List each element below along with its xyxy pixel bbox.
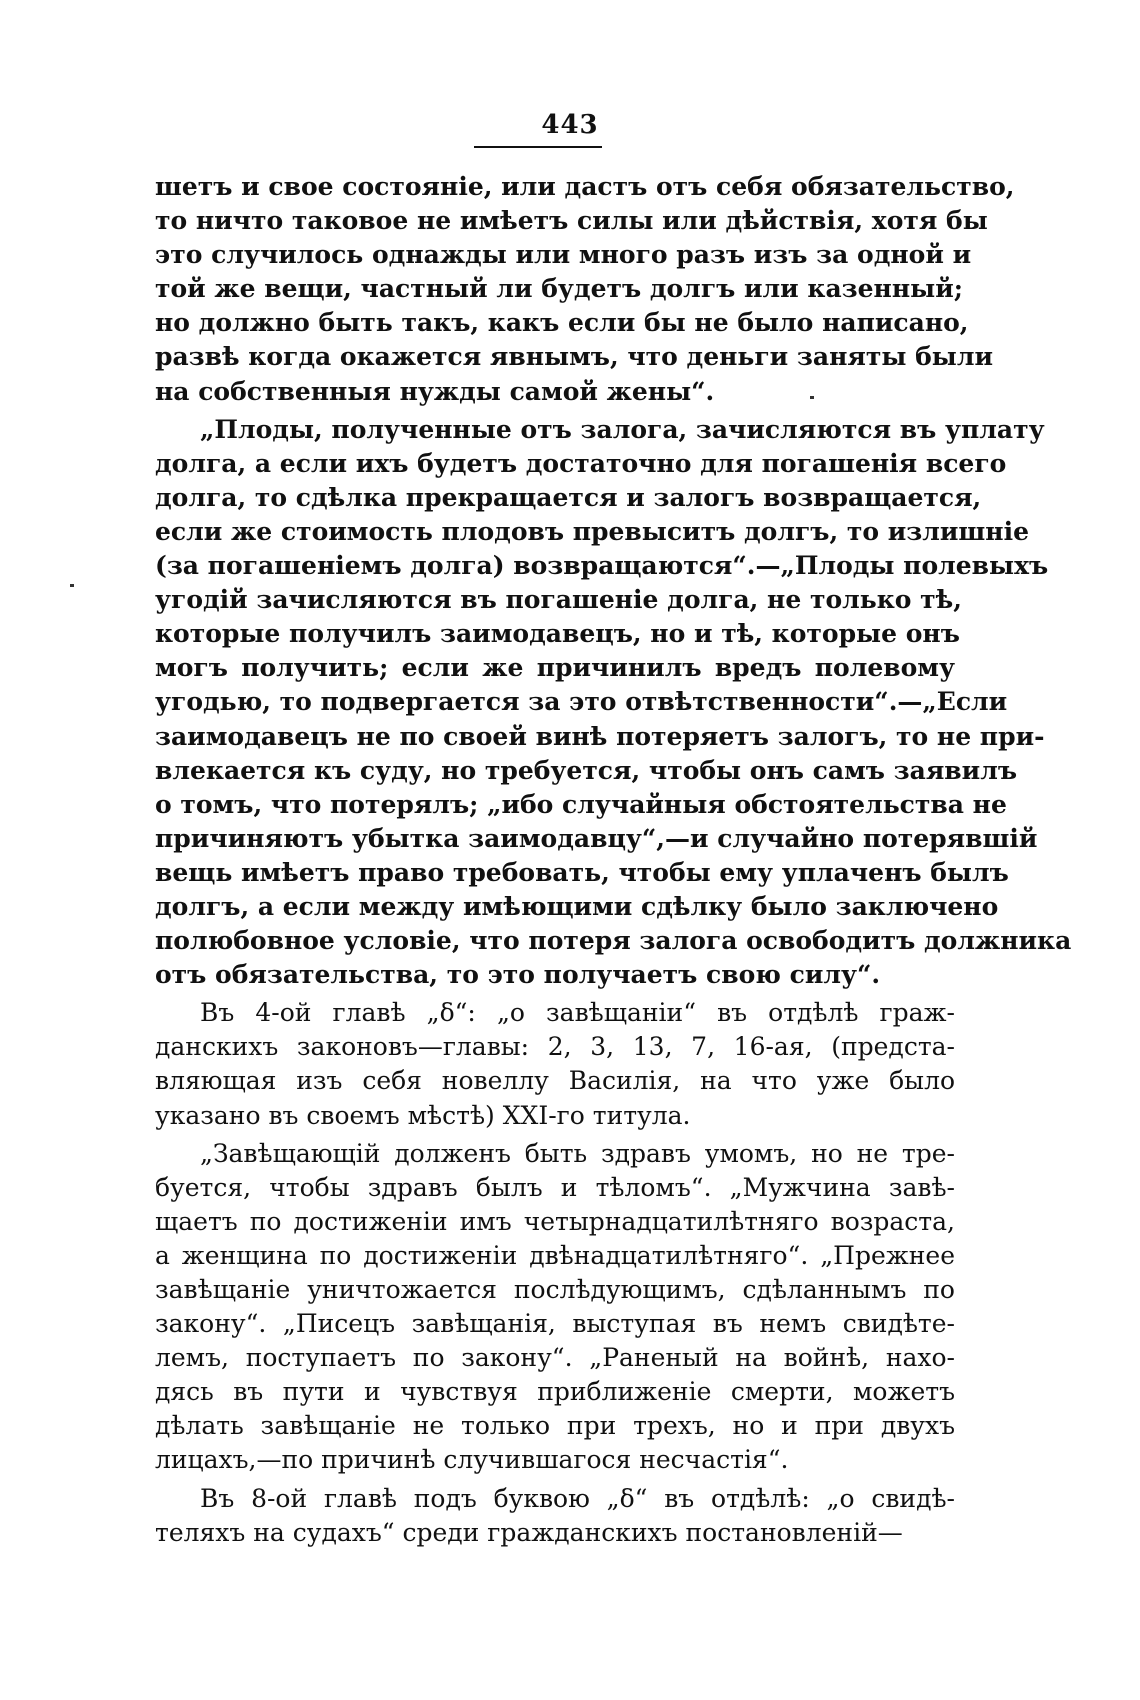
text-line: могъ получить; если же причинилъ вредъ полевому bbox=[155, 653, 955, 683]
text-line: это случилось однажды или много разъ изъ за одной и bbox=[155, 240, 972, 270]
text-line: но должно быть такъ, какъ если бы не было написано, bbox=[155, 308, 969, 338]
text-line: если же стоимость плодовъ превыситъ долгъ, то излишніе bbox=[155, 516, 1029, 546]
text-line: Въ 8-ой главѣ подъ буквою „δ“ въ отдѣлѣ: „о свидѣ- bbox=[200, 1483, 955, 1513]
text-line: долгъ, а если между имѣющими сдѣлку было заключено bbox=[155, 891, 999, 921]
page-number: 443 bbox=[541, 110, 599, 140]
text-line: полюбовное условіе, что потеря залога освободитъ должника bbox=[155, 926, 1072, 956]
body-text bbox=[155, 170, 1072, 1550]
text-line: угодью, то подвергается за это отвѣтственности“.—„Если bbox=[155, 687, 1008, 717]
text-line: а женщина по достиженіи двѣнадцатилѣтняго“. „Прежнее bbox=[155, 1240, 955, 1270]
paragraph bbox=[155, 170, 1015, 409]
text-line: отъ обязательства, то это получаетъ свою силу“. bbox=[155, 960, 881, 990]
text-line: которые получилъ заимодавецъ, но и тѣ, которые онъ bbox=[155, 619, 960, 649]
text-line: вляющая изъ себя новеллу Василія, на что уже было bbox=[155, 1066, 955, 1096]
paragraph bbox=[155, 1482, 955, 1550]
text-line: закону“. „Писецъ завѣщанія, выступая въ немъ свидѣте- bbox=[155, 1309, 955, 1339]
text-line: вещь имѣетъ право требовать, чтобы ему уплаченъ былъ bbox=[155, 857, 1009, 887]
text-line: (за погашеніемъ долга) возвращаются“.—„Плоды полевыхъ bbox=[155, 551, 1049, 581]
paragraph bbox=[155, 413, 1072, 993]
text-line: развѣ когда окажется явнымъ, что деньги заняты были bbox=[155, 342, 994, 372]
text-line: о томъ, что потерялъ; „ибо случайныя обстоятельства не bbox=[155, 789, 1007, 819]
text-line: указано въ своемъ мѣстѣ) XXI-го титула. bbox=[155, 1100, 691, 1130]
page-number-rule bbox=[474, 146, 602, 148]
text-line: щаетъ по достиженіи имъ четырнадцатилѣтняго возраста, bbox=[155, 1206, 955, 1236]
text-line: данскихъ законовъ—главы: 2, 3, 13, 7, 16-ая, (предста- bbox=[155, 1032, 955, 1062]
text-line: лицахъ,—по причинѣ случившагося несчастія“. bbox=[155, 1445, 789, 1475]
text-line: угодій зачисляются въ погашеніе долга, не только тѣ, bbox=[155, 585, 962, 615]
text-line: теляхъ на судахъ“ среди гражданскихъ постановленій— bbox=[155, 1517, 903, 1547]
text-line: заимодавецъ не по своей винѣ потеряетъ залогъ, то не при- bbox=[155, 721, 1045, 751]
text-line: то ничто таковое не имѣетъ силы или дѣйствія, хотя бы bbox=[155, 206, 988, 236]
text-line: „Плоды, полученные отъ залога, зачисляются въ уплату bbox=[200, 414, 1045, 444]
text-line: причиняютъ убытка заимодавцу“,—и случайно потерявшій bbox=[155, 823, 1038, 853]
text-line: дясь въ пути и чувствуя приближеніе смерти, можетъ bbox=[155, 1377, 955, 1407]
text-line: лемъ, поступаетъ по закону“. „Раненый на войнѣ, нахо- bbox=[155, 1343, 955, 1373]
text-line: той же вещи, частный ли будетъ долгъ или казенный; bbox=[155, 274, 963, 304]
text-line: на собственныя нужды самой жены“. bbox=[155, 376, 715, 406]
text-line: Въ 4-ой главѣ „δ“: „о завѣщаніи“ въ отдѣлѣ граж- bbox=[200, 998, 955, 1028]
text-line: дѣлать завѣщаніе не только при трехъ, но и при двухъ bbox=[155, 1411, 955, 1441]
paragraph bbox=[155, 1137, 955, 1478]
text-line: долга, а если ихъ будетъ достаточно для погашенія всего bbox=[155, 448, 1007, 478]
text-line: буется, чтобы здравъ былъ и тѣломъ“. „Мужчина завѣ- bbox=[155, 1172, 955, 1202]
text-line: влекается къ суду, но требуется, чтобы онъ самъ заявилъ bbox=[155, 755, 1018, 785]
paragraph bbox=[155, 996, 955, 1132]
text-line: шетъ и свое состояніе, или дастъ отъ себя обязательство, bbox=[155, 172, 1015, 201]
stray-ink-mark bbox=[70, 584, 74, 587]
text-line: долга, то сдѣлка прекращается и залогъ возвращается, bbox=[155, 482, 982, 512]
text-line: завѣщаніе уничтожается послѣдующимъ, сдѣланнымъ по bbox=[155, 1275, 955, 1304]
text-line: „Завѣщающій долженъ быть здравъ умомъ, но не тре- bbox=[200, 1138, 955, 1168]
